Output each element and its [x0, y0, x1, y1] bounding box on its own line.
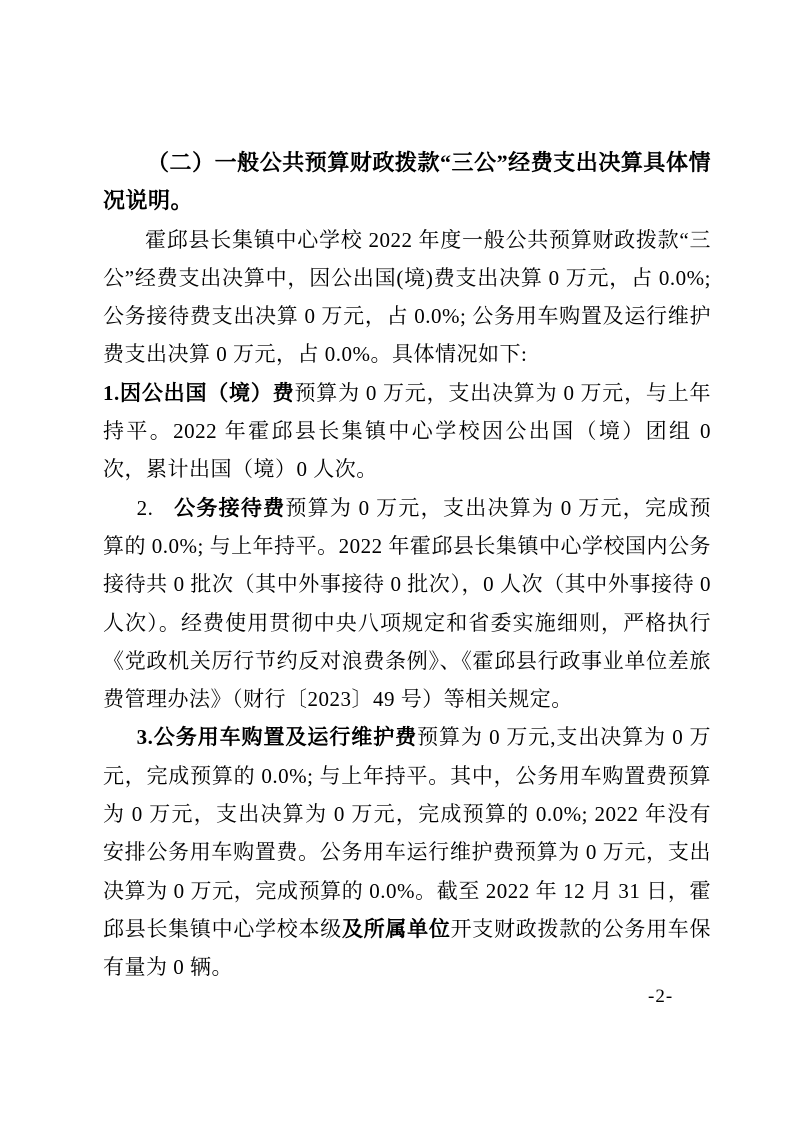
- document-body: [103, 144, 711, 987]
- item-2-text: 预算为 0 万元，支出决算为 0 万元，完成预算的 0.0%; 与上年持平。2022 年霍邱县长集镇中心学校国内公务接待共 0 批次（其中外事接待 0 批次），0 人次（其中外事接待 0 人次）。经费使用贯彻中央八项规定和省委实施细则，严格执行《党政机关厉行节约反对浪费条例》、《霍邱县行政事业单位差旅费管理办法》（财行〔2023〕49 号）等相关规定。: [103, 495, 712, 712]
- item-1-title: 1.因公出国（境）费: [103, 380, 295, 405]
- item-2-number: 2.: [136, 495, 154, 520]
- item-2-title: 公务接待费: [173, 495, 286, 520]
- page-number: -2-: [648, 986, 674, 1007]
- item-2-paragraph: [103, 489, 711, 719]
- item-3-text-1: 预算为 0 万元,支出决算为 0 万元，完成预算的 0.0%; 与上年持平。其中，公务用车购置费预算为 0 万元，支出决算为 0 万元，完成预算的 0.0%; 2022 年没有安排公务用车购置费。公务用车运行维护费预算为 0 万元，支出决算为 0 万元，完成预算的 0.0%。截至 2022 年 12 月 31 日，霍邱县长集镇中心学校本级: [103, 725, 712, 941]
- item-3-bold-phrase: 及所属单位: [341, 916, 451, 941]
- intro-paragraph: 霍邱县长集镇中心学校 2022 年度一般公共预算财政拨款“三公”经费支出决算中，因公出国(境)费支出决算 0 万元，占 0.0%; 公务接待费支出决算 0 万元，占 0.0%; 公务用车购置及运行维护费支出决算 0 万元，占 0.0%。具体情况如下:: [103, 227, 711, 367]
- item-3-paragraph: [103, 718, 711, 986]
- item-3-title: 3.公务用车购置及运行维护费: [136, 725, 418, 750]
- item-1-paragraph: [103, 374, 711, 489]
- item-1-text: 预算为 0 万元，支出决算为 0 万元，与上年持平。2022 年霍邱县长集镇中心学校因公出国（境）团组 0 次，累计出国（境）0 人次。: [103, 380, 712, 482]
- item-3-text-2: 开支财政拨款的公务用车保有量为 0 辆。: [103, 916, 712, 980]
- section-heading: （二）一般公共预算财政拨款“三公”经费支出决算具体情况说明。: [103, 150, 711, 214]
